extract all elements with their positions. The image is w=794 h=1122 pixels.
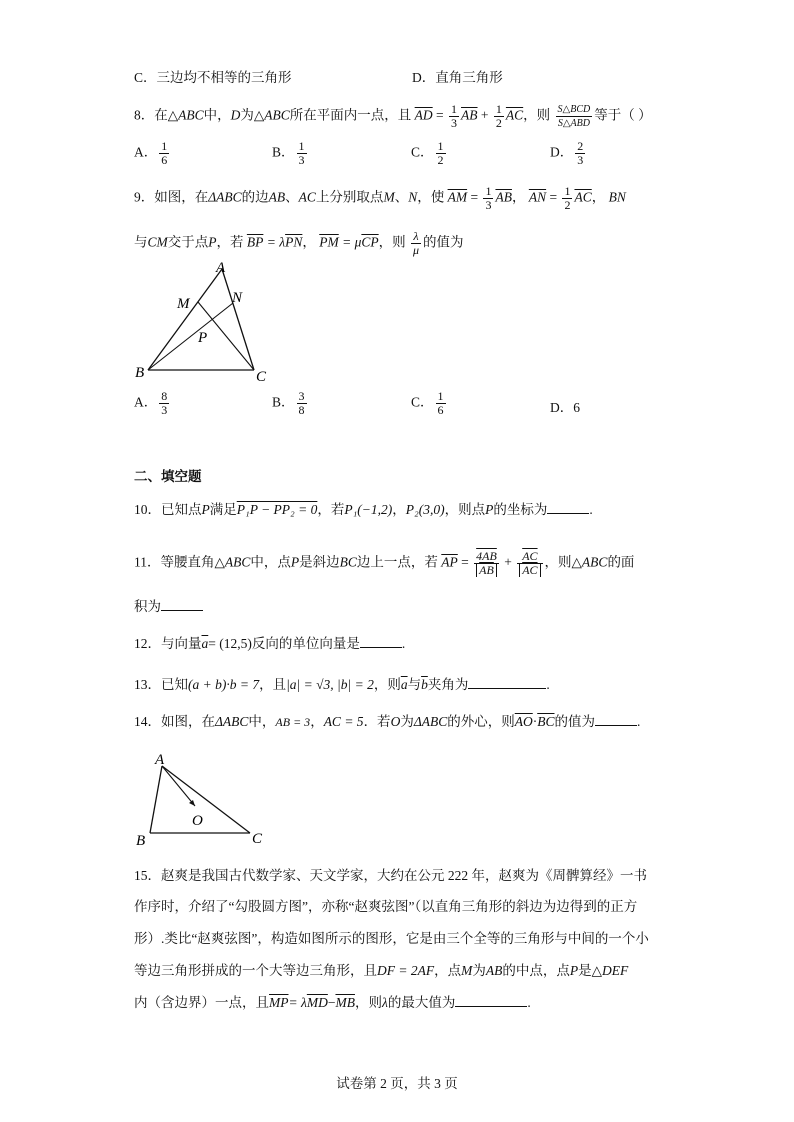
label-c: C: [252, 831, 263, 847]
q8-option-d: [550, 140, 587, 167]
option-value: 6: [573, 400, 580, 415]
q12-value: = (12,5): [208, 636, 252, 651]
q9-text: ，: [511, 189, 526, 205]
q11-text: ，则: [544, 554, 572, 570]
option-frac: [575, 140, 585, 167]
q10-point-p2: P₂(3,0): [405, 502, 445, 517]
q13-vector-b: $\overline{b}$: [421, 677, 428, 692]
q8-text: 为: [240, 107, 254, 123]
q12-answer-blank[interactable]: [360, 647, 402, 648]
q14-triangle: ΔABC: [413, 714, 448, 729]
q14-text: 中，: [248, 714, 276, 729]
frac-num: 1: [451, 102, 458, 116]
q10-point: P: [201, 502, 210, 517]
q14-text: .: [637, 714, 641, 729]
q10-text: .: [589, 502, 593, 517]
q14-dot: ·: [532, 714, 538, 729]
edge-ab: [148, 269, 222, 370]
frac-den: 2: [437, 153, 444, 167]
label-o: O: [192, 813, 203, 829]
q11-text: 中，点: [250, 554, 291, 570]
edge-ac: [222, 269, 254, 370]
option-frac: [159, 390, 169, 417]
q11-text: 积为: [134, 599, 161, 614]
label-c: C: [256, 369, 267, 385]
q15-line1: 15．赵爽是我国古代数学家、天文学家，大约在公元 222 年，赵爽为《周髀算经》一书: [134, 868, 647, 883]
q9-seg: AB: [268, 189, 286, 205]
q7-option-c: C．三边均不相等的三角形: [134, 70, 292, 85]
frac-num: $\overline{AC}$: [517, 550, 542, 564]
q15-point: M: [461, 963, 473, 978]
frac-den: 3: [298, 153, 305, 167]
arrowhead: [189, 800, 195, 806]
q15-text: .: [527, 995, 531, 1010]
frac-den: 6: [161, 153, 168, 167]
q11-point: P: [290, 554, 300, 570]
q13-text: ，且: [259, 677, 287, 692]
frac-den: 3: [451, 116, 458, 130]
q9-text: ，: [302, 234, 316, 250]
q11-equals: =: [461, 554, 469, 570]
label-m: M: [177, 296, 190, 312]
q9-vector: $\overline{CP}$: [361, 234, 379, 250]
q9-text: = λ: [266, 234, 286, 250]
q9-text: ，使: [417, 189, 445, 205]
q15-answer-blank[interactable]: [455, 1006, 527, 1007]
frac-den: 3: [485, 198, 492, 212]
q8-prefix: 8．在: [134, 107, 168, 123]
q8-triangle: △ABC: [167, 107, 204, 123]
q14-text: 的外心，则: [447, 714, 515, 729]
q8-option-c: [411, 140, 448, 167]
frac-den: 3: [577, 153, 584, 167]
q10-text: ，则点: [444, 502, 486, 517]
q14-text: 为: [400, 714, 414, 729]
q9-triangle-figure: [130, 255, 275, 385]
q8-frac-1: [449, 103, 459, 130]
q15-line2: 作序时，介绍了“勾股圆方图”，亦称“赵爽弦图”（以直角三角形的斜边为边得到的正方: [134, 899, 638, 914]
q9-vector: $\overline{AN}$: [528, 189, 547, 205]
q11-vector-ap: $\overline{AP}$: [441, 554, 458, 570]
q9-equals: =: [470, 189, 479, 205]
frac-num: 3: [298, 389, 305, 403]
label-n: N: [232, 290, 243, 306]
q9-stem-line2: [134, 230, 464, 257]
q11-text: 边上一点，若: [356, 554, 438, 570]
q15-line3: 形）.类比“赵爽弦图”，构造如图所示的图形，它是由三个全等的三角形与中间的一个小: [134, 931, 649, 946]
q8-area-ratio: [556, 103, 593, 130]
option-label: D．: [550, 400, 574, 415]
q9-text: 与: [134, 234, 148, 250]
q9-frac: [483, 185, 493, 212]
q9-text: 、: [285, 189, 299, 205]
q8-equals: =: [436, 107, 444, 123]
q15-line5: [134, 993, 531, 1013]
q9-lambda-over-mu: [411, 230, 421, 257]
q11-frac-2: [517, 550, 542, 577]
q9-text: ，: [591, 189, 606, 205]
option-frac: [436, 140, 446, 167]
frac-den: 6: [437, 403, 444, 417]
q11-text: 是斜边: [299, 554, 340, 570]
option-label: A．: [134, 394, 158, 410]
frac-num: S△BCD: [557, 104, 591, 115]
q9-vector: $\overline{BP}$: [246, 234, 264, 250]
q15-text: 的中点，点: [502, 963, 570, 978]
q14-triangle: ΔABC: [215, 714, 249, 729]
q9-seg: CM: [147, 234, 168, 250]
option-frac: [159, 140, 169, 167]
q9-vector: $\overline{AC}$: [574, 189, 592, 205]
q15-vector: $\overline{MP}$: [269, 995, 289, 1010]
q9-text: 9．如图，在: [134, 189, 209, 205]
q14-triangle-figure: [130, 748, 270, 848]
frac-den: S△ABD: [557, 118, 590, 129]
q9-vector: $\overline{AB}$: [495, 189, 512, 205]
edge-ac: [162, 766, 250, 833]
q9-equals: =: [549, 189, 558, 205]
q11-text: 11．等腰直角: [134, 554, 215, 570]
q9-option-d: [550, 396, 580, 416]
frac-num: 2: [577, 139, 584, 153]
q12-text: .: [401, 636, 406, 651]
page-footer: 试卷第 2 页，共 3 页: [336, 1076, 458, 1091]
q12-vector-a: $\overline{a}$: [201, 636, 209, 651]
q9-point: P: [208, 234, 217, 250]
option-label: B．: [272, 144, 295, 160]
label-a: A: [155, 752, 165, 768]
q9-text: 交于点: [167, 234, 209, 250]
frac-num: 8: [161, 389, 168, 403]
option-frac: [297, 390, 307, 417]
q9-text: 的值为: [423, 234, 464, 250]
q15-text: 等边三角形拼成的一个大等边三角形，且: [134, 963, 377, 978]
q15-text: = λ: [288, 995, 307, 1010]
q11-stem-line1: [134, 550, 634, 577]
q15-text: 是: [578, 963, 592, 978]
q15-text: 的最大值为: [387, 995, 456, 1010]
q10-answer-blank[interactable]: [547, 513, 589, 514]
q10-point: P: [485, 502, 494, 517]
q8-text: 等于（ ）: [594, 107, 652, 123]
q13-text: ，则: [373, 677, 401, 692]
q11-stem-line2: [134, 597, 203, 617]
segment-ao: [162, 766, 195, 806]
q14-text: ．若: [363, 714, 391, 729]
q14-text: 的值为: [554, 714, 595, 729]
frac-num: 1: [161, 139, 168, 153]
frac-den: 8: [298, 403, 305, 417]
q15-point: P: [569, 963, 579, 978]
q14-vector-ao: $\overline{AO}$: [514, 714, 533, 729]
q8-vector-ac: $\overline{AC}$: [505, 107, 524, 123]
q14-text: 14．如图，在: [134, 714, 215, 729]
q9-option-b: [272, 390, 309, 417]
q9-triangle: ΔABC: [208, 189, 242, 205]
q9-frac: [562, 185, 572, 212]
q9-vector: $\overline{AM}$: [447, 189, 468, 205]
frac-num: 1: [485, 184, 492, 198]
q7-option-d: D．直角三角形: [412, 70, 503, 85]
q11-text: 的面: [607, 554, 635, 570]
q15-vector: $\overline{MD}$: [306, 995, 328, 1010]
q9-text: ，若: [216, 234, 244, 250]
q8-vector-ad: $\overline{AD}$: [414, 107, 433, 123]
q13-answer-blank[interactable]: [468, 688, 546, 689]
q15-expression: DF = 2AF: [377, 963, 435, 978]
q15-minus: −: [327, 995, 336, 1010]
q13-stem: [134, 675, 550, 695]
q9-stem-line1: [134, 185, 626, 212]
q11-frac-1: [474, 550, 499, 577]
q8-option-a: [134, 140, 171, 167]
q8-plus: +: [480, 107, 489, 123]
q10-text: ，: [392, 502, 406, 517]
option-frac: [436, 390, 446, 417]
q15-text: ，点: [434, 963, 462, 978]
frac-num: 1: [298, 139, 305, 153]
q9-seg: BN: [608, 189, 626, 205]
option-label: C．: [411, 394, 434, 410]
q10-text: 的坐标为: [493, 502, 548, 517]
abs-ac: AC: [519, 564, 540, 577]
frac-den: [517, 564, 542, 577]
q14-text: ，: [310, 714, 324, 729]
q15-line4: [134, 961, 628, 981]
frac-num: 4AB: [476, 549, 497, 563]
q9-seg: AC: [298, 189, 316, 205]
frac-den: 2: [495, 116, 502, 130]
q8-text: 中，: [203, 107, 231, 123]
q13-expression: |a| = √3, |b| = 2: [286, 677, 374, 692]
label-p: P: [198, 330, 208, 346]
q14-ab: AB = 3: [275, 715, 311, 729]
q15-lambda: λ: [381, 995, 388, 1010]
q11-answer-blank[interactable]: [161, 610, 203, 611]
q12-stem: [134, 634, 405, 654]
q14-ac: AC = 5: [323, 714, 364, 729]
q9-point: N: [408, 189, 418, 205]
option-label: C．: [411, 144, 434, 160]
q8-text: 所在平面内一点，且: [289, 107, 412, 123]
q12-text: 反向的单位向量是: [251, 636, 360, 651]
q14-stem: [134, 712, 640, 732]
q15-triangle: △DEF: [591, 963, 629, 978]
q9-option-c: [411, 390, 448, 417]
q9-vector: $\overline{PN}$: [285, 234, 303, 250]
abs-ab: AB: [476, 564, 497, 577]
q14-point-o: O: [390, 714, 401, 729]
q11-triangle: △ABC: [571, 554, 608, 570]
q8-option-b: [272, 140, 309, 167]
q15-text: 为: [472, 963, 486, 978]
q8-point-d: D: [230, 107, 241, 123]
frac-num: 1: [437, 389, 444, 403]
edge-ab: [150, 766, 162, 833]
frac-num: 1: [437, 139, 444, 153]
q12-text: 12．与向量: [134, 636, 202, 651]
q10-point-p1: P₁(−1,2): [344, 502, 393, 517]
q8-frac-2: [494, 103, 504, 130]
q15-text: ，则: [354, 995, 382, 1010]
section-title-fill-in: 二、填空题: [134, 469, 202, 484]
q10-text: ，若: [317, 502, 345, 517]
q11-triangle: △ABC: [214, 554, 251, 570]
q8-triangle: △ABC: [253, 107, 290, 123]
q15-text: 内（含边界）一点，且: [134, 995, 269, 1010]
q13-text: 13．已知: [134, 677, 188, 692]
frac-num: 1: [564, 184, 571, 198]
q15-seg: AB: [485, 963, 503, 978]
q13-text: .: [546, 677, 550, 692]
frac-den: 3: [161, 403, 168, 417]
q9-option-a: [134, 390, 171, 417]
q8-text: ，则: [523, 107, 551, 123]
q13-vector-a: $\overline{a}$: [400, 677, 408, 692]
label-a: A: [216, 260, 226, 276]
option-label: A．: [134, 144, 158, 160]
option-label: D．: [550, 144, 574, 160]
frac-num: 1: [495, 102, 502, 116]
q9-vector: $\overline{PM}$: [319, 234, 339, 250]
q15-vector: $\overline{MB}$: [335, 995, 355, 1010]
q10-stem: [134, 500, 593, 520]
q10-text: 满足: [209, 502, 237, 517]
frac-den: [474, 564, 499, 577]
q10-expression: P₁P − PP₂ = 0: [236, 502, 318, 517]
q8-vector-ab: $\overline{AB}$: [461, 107, 478, 123]
q9-text: ，则: [378, 234, 406, 250]
frac-num: λ: [411, 230, 421, 244]
q11-plus: +: [504, 554, 512, 570]
q13-text: 与: [407, 677, 422, 692]
q13-expression: (a + b)·b = 7: [188, 677, 260, 692]
q8-stem: [134, 103, 652, 130]
q11-seg: BC: [339, 554, 357, 570]
q14-answer-blank[interactable]: [595, 725, 637, 726]
label-b: B: [136, 833, 146, 848]
q13-text: 夹角为: [427, 677, 469, 692]
option-frac: [297, 140, 307, 167]
q9-text: = μ: [342, 234, 362, 250]
frac-den: μ: [413, 243, 420, 257]
frac-den: 2: [564, 198, 571, 212]
q9-point: M: [383, 189, 395, 205]
q9-text: 上分别取点: [315, 189, 384, 205]
q9-text: 、: [394, 189, 409, 205]
label-b: B: [135, 365, 145, 381]
option-label: B．: [272, 394, 295, 410]
q9-text: 的边: [241, 189, 269, 205]
q14-vector-bc: $\overline{BC}$: [537, 714, 555, 729]
q10-text: 10．已知点: [134, 502, 202, 517]
